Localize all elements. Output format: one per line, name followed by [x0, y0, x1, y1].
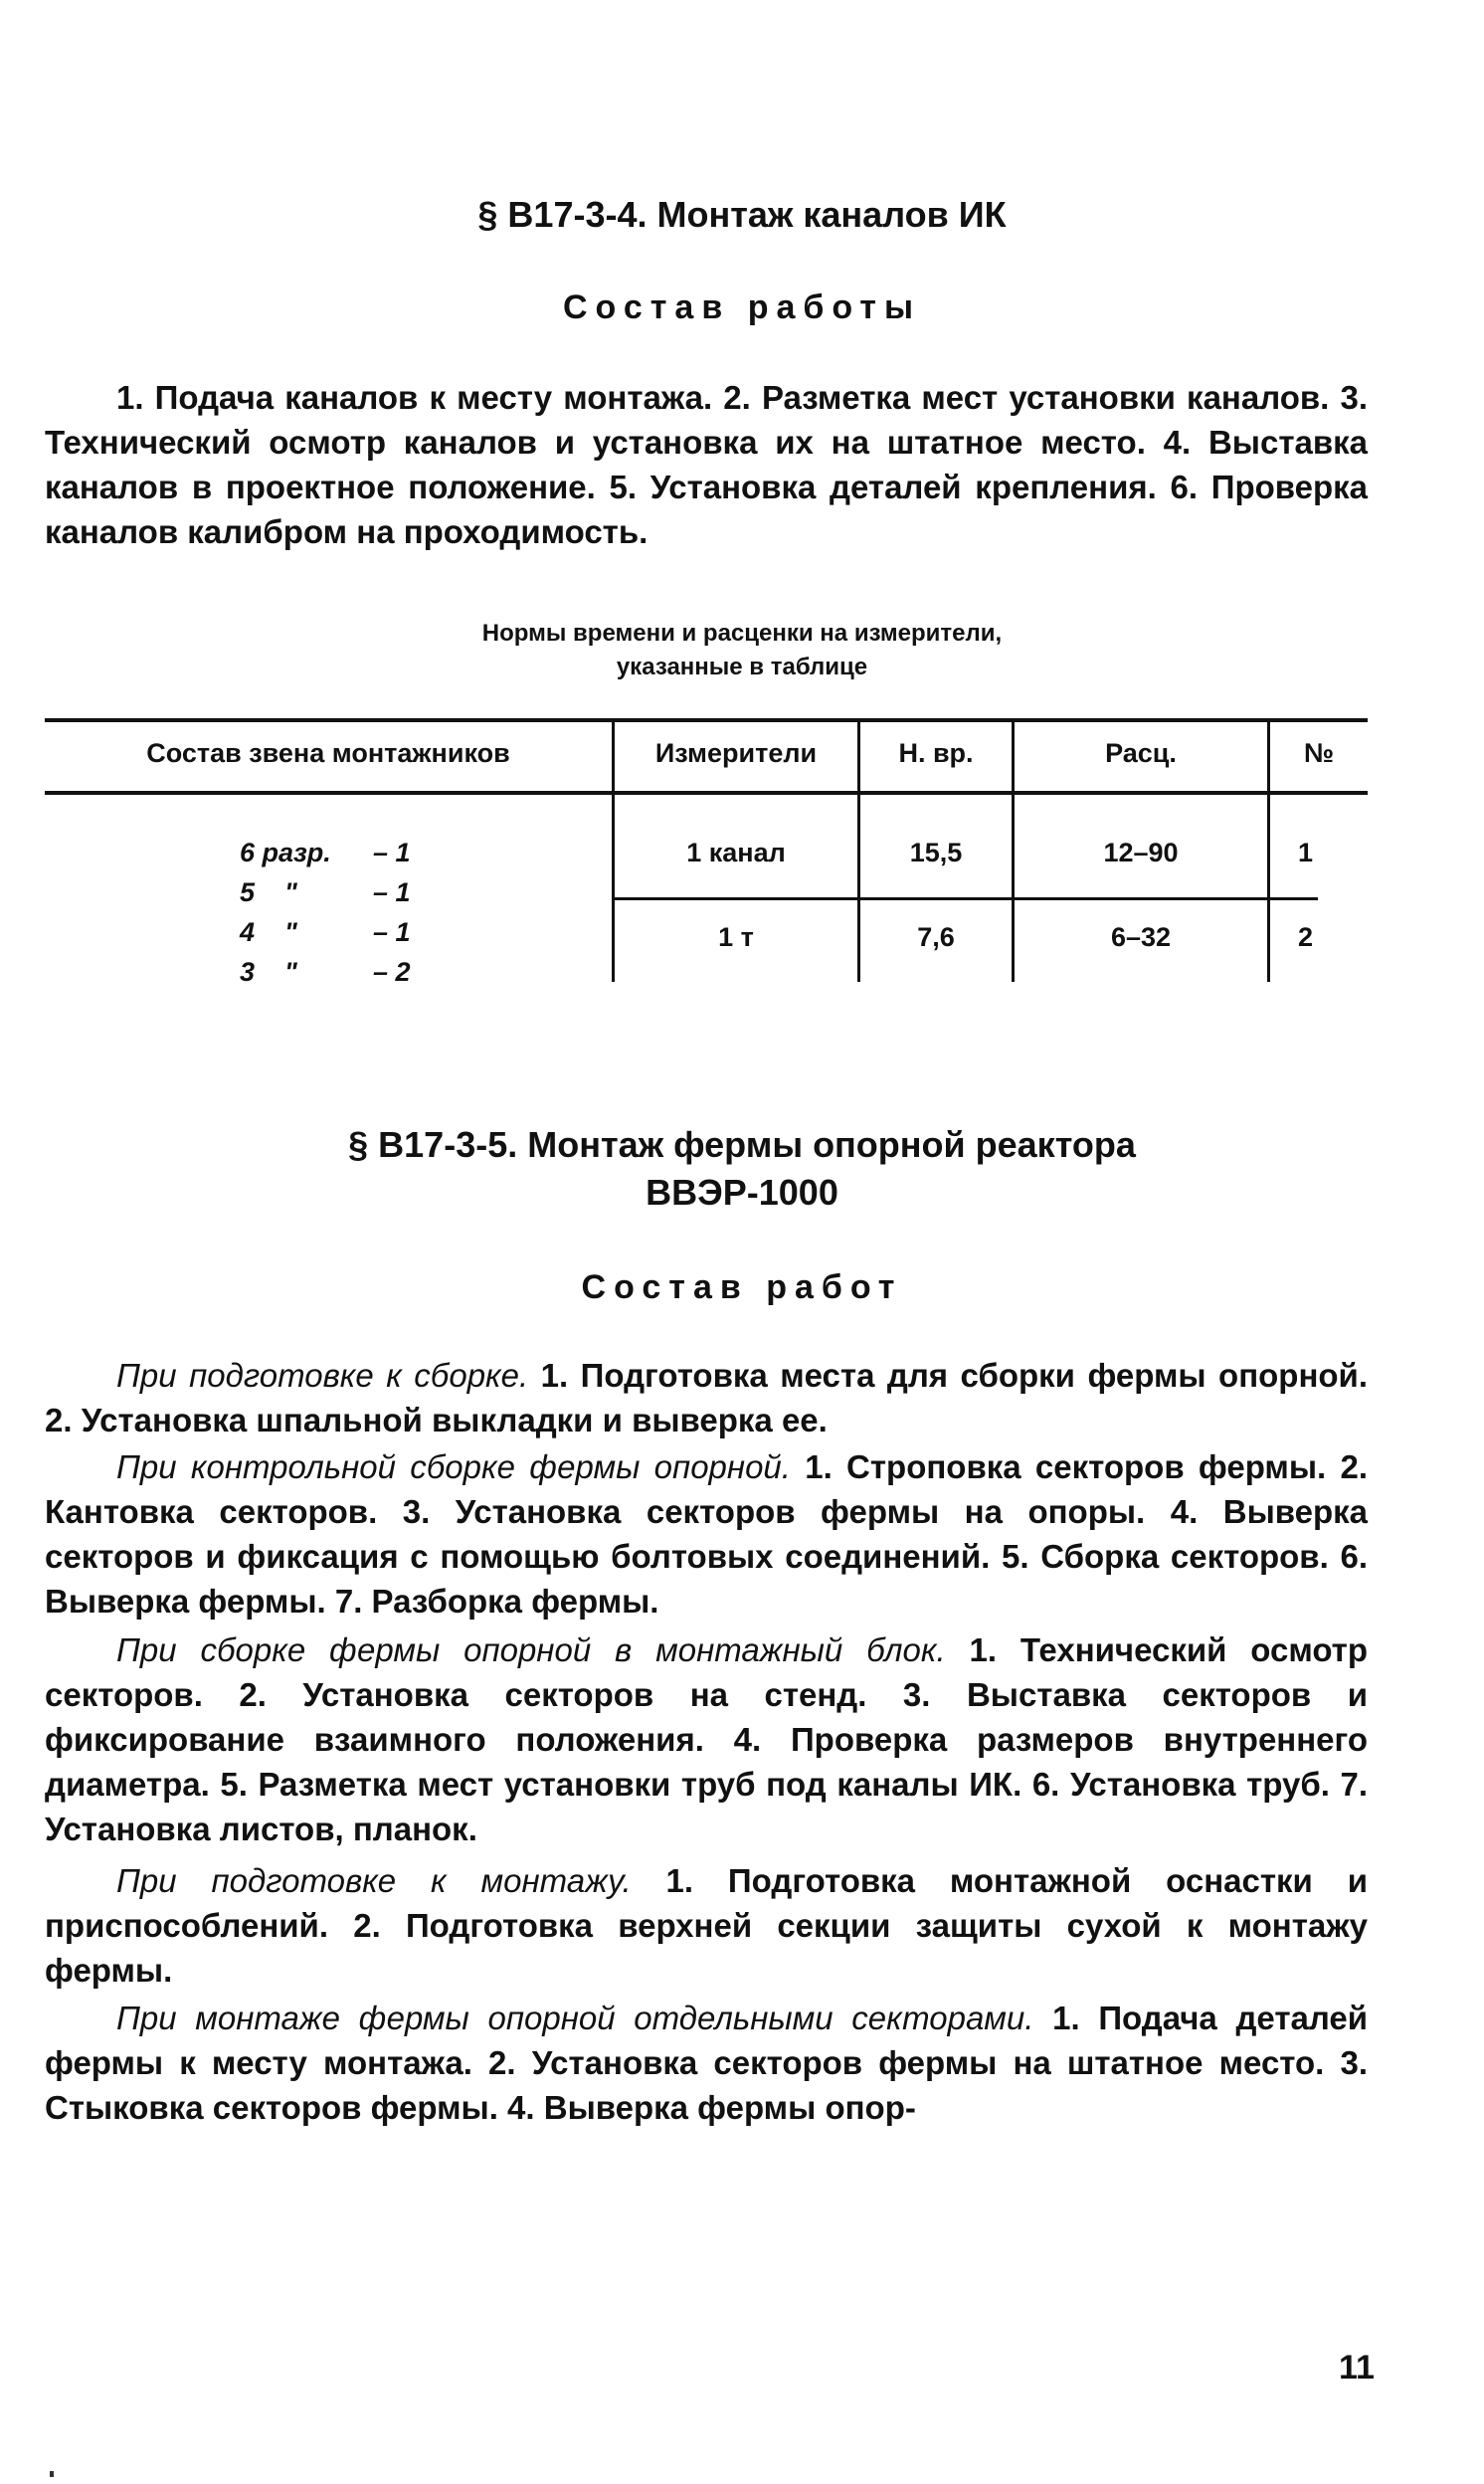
paragraph-text: 1. Подготовка монтажной оснастки и приспособлений. 2. Подготовка верхней секции защиты сухой к монтажу фермы. [45, 1862, 1368, 1989]
section-title-b17-3-5-line1: § В17-3-5. Монтаж фермы опорной реактора [348, 1124, 1136, 1165]
section-title-b17-3-4: § В17-3-4. Монтаж каналов ИК [477, 194, 1007, 235]
table-header-unit: Измерители [654, 738, 818, 768]
page-number: 11 [1339, 2349, 1375, 2387]
paragraph-text: 1. Подача деталей фермы к месту монтажа. 2. Установка секторов фермы на штатное место. 3. Стыковка секторов фермы. 4. Выверка фермы опор- [45, 2000, 1369, 2126]
crew-grade: 3 " [240, 957, 297, 987]
section2-paragraph-4 [45, 1858, 1368, 1993]
table-header-crew: Состав звена монтажников [146, 738, 510, 768]
table-header-norm: Н. вр. [898, 738, 974, 768]
row2-number: 2 [1298, 922, 1314, 952]
paragraph-text: 1. Строповка секторов фермы. 2. Кантовка секторов. 3. Установка секторов фермы на опоры. 4. Выверка секторов и фиксация с помощью болтовых соединений. 5. Сборка секторов. 6. Выверка фермы. 7. Разборка фермы. [45, 1448, 1368, 1620]
section2-paragraph-2 [45, 1444, 1368, 1624]
section2-paragraph-1 [45, 1353, 1368, 1442]
section2-paragraph-3 [45, 1627, 1368, 1851]
paragraph-text: 1. Подготовка места для сборки фермы опорной. 2. Установка шпальной выкладки и выверка ее. [45, 1357, 1368, 1438]
table-caption-line2: указанные в таблице [616, 654, 868, 680]
section2-paragraph-5 [45, 1996, 1368, 2130]
section2-subtitle-work-composition: Состав работ [581, 1268, 903, 1306]
crew-grade: 5 " [240, 877, 297, 907]
paragraph-lead: При контрольной сборке фермы опорной. [116, 1448, 791, 1485]
row1-unit: 1 канал [686, 838, 786, 867]
row2-unit: 1 т [718, 922, 754, 952]
scan-speck [50, 2471, 54, 2477]
crew-count: – 1 [373, 917, 411, 947]
paragraph-lead: При подготовке к сборке. [116, 1357, 529, 1394]
crew-count: – 1 [373, 877, 411, 907]
crew-count: – 2 [373, 957, 411, 987]
table-header-rule [45, 791, 1368, 795]
section-subtitle-work-composition: Состав работы [563, 288, 921, 326]
crew-count: – 1 [373, 838, 411, 867]
paragraph-lead: При сборке фермы опорной в монтажный блок. [116, 1631, 946, 1668]
table-caption-line1: Нормы времени и расценки на измерители, [481, 620, 1003, 647]
paragraph-lead: При монтаже фермы опорной отдельными секторами. [116, 2000, 1034, 2036]
table-row-separator [612, 897, 1318, 900]
row1-rate: 12–90 [1103, 838, 1179, 867]
section1-body-paragraph: 1. Подача каналов к месту монтажа. 2. Разметка мест установки каналов. 3. Технический осмотр каналов и установка их на штатное место. 4. Выставка каналов в проектное положение. 5. Установка деталей крепления. 6. Проверка каналов калибром на проходимость. [45, 379, 1368, 550]
table-top-rule [45, 718, 1368, 722]
row1-norm: 15,5 [909, 838, 963, 867]
norms-table [45, 718, 1368, 997]
paragraph-text: 1. Технический осмотр секторов. 2. Установка секторов на стенд. 3. Выставка секторов и фиксирование взаимного положения. 4. Проверка размеров внутреннего диаметра. 5. Разметка мест установки труб под каналы ИК. 6. Установка труб. 7. Установка листов, планок. [45, 1631, 1368, 1847]
crew-grade: 4 " [240, 917, 297, 947]
section-title-b17-3-5-line2: ВВЭР-1000 [646, 1172, 838, 1213]
row2-rate: 6–32 [1110, 922, 1172, 952]
table-header-rate: Расц. [1105, 738, 1177, 768]
table-header-number: № [1303, 738, 1335, 768]
crew-grade: 6 разр. [240, 838, 331, 867]
row2-norm: 7,6 [917, 922, 955, 952]
paragraph-lead: При подготовке к монтажу. [116, 1862, 632, 1899]
row1-number: 1 [1298, 838, 1314, 867]
